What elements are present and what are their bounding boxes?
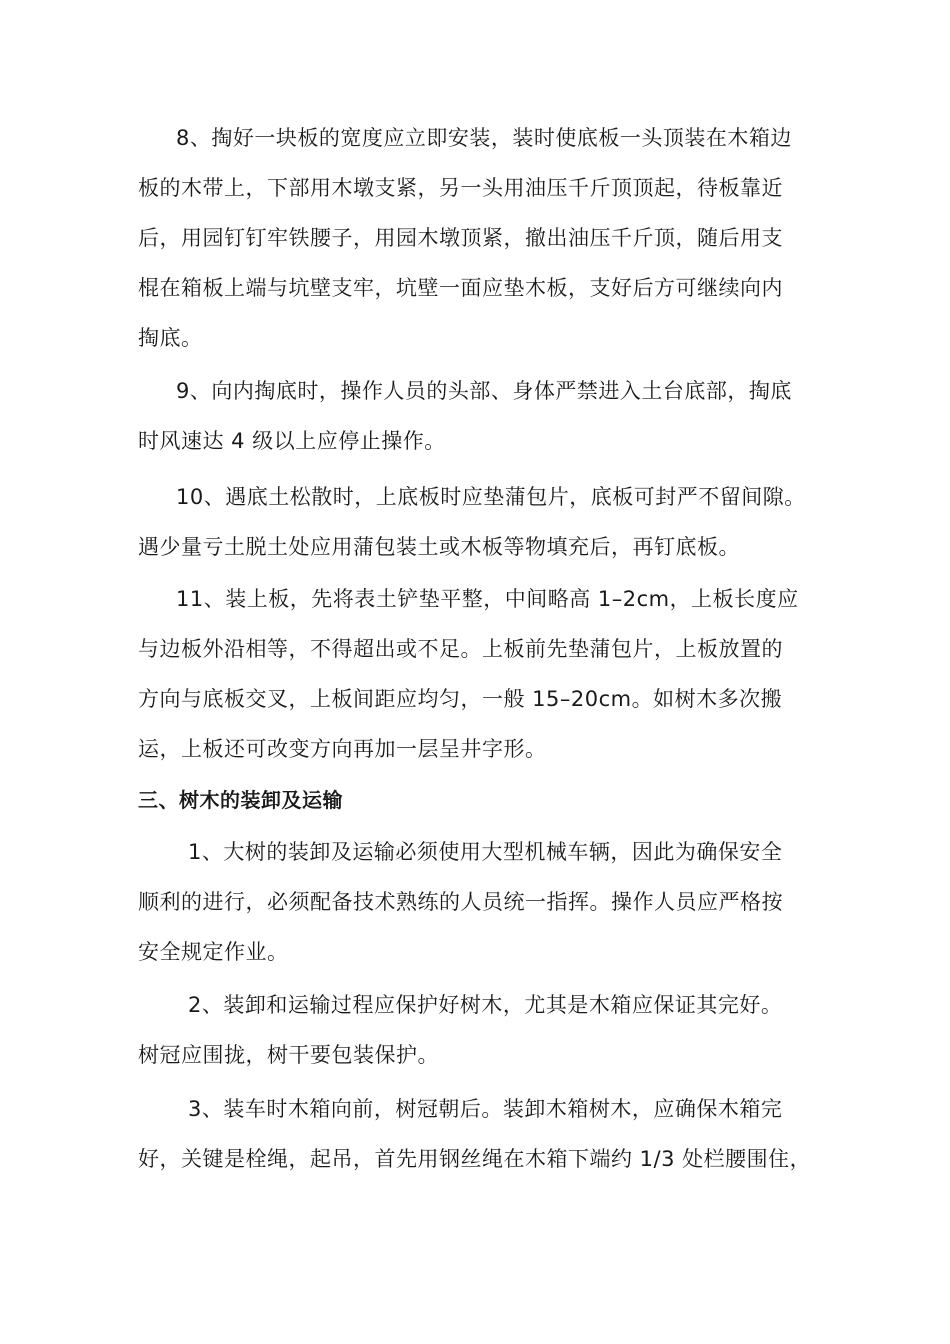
- paragraph-8-line-5: 掏底。: [138, 326, 203, 350]
- paragraph-9-line-2: 时风速达 4 级以上应停止操作。: [138, 429, 446, 453]
- paragraph-11-line-3: 方向与底板交叉，上板间距应均匀，一般 15–20cm。如树木多次搬: [138, 687, 783, 711]
- paragraph-10-line-2: 遇少量亏土脱土处应用蒲包装土或木板等物填充后，再钉底板。: [138, 535, 740, 559]
- paragraph-10-line-1: 10、遇底土松散时，上底板时应垫蒲包片，底板可封严不留间隙。: [176, 485, 806, 509]
- paragraph-8-line-3: 后，用园钉钉牢铁腰子，用园木墩顶紧，撤出油压千斤顶，随后用支: [138, 226, 783, 250]
- section-1-line-3: 安全规定作业。: [138, 940, 289, 964]
- section-1-line-2: 顺利的进行，必须配备技术熟练的人员统一指挥。操作人员应严格按: [138, 890, 783, 914]
- section-2-line-1: 2、装卸和运输过程应保护好树木，尤其是木箱应保证其完好。: [188, 993, 783, 1017]
- paragraph-9-line-1: 9、向内掏底时，操作人员的头部、身体严禁进入土台底部，掏底: [176, 379, 792, 403]
- section-3-line-2: 好，关键是栓绳，起吊，首先用钢丝绳在木箱下端约 1/3 处栏腰围住，: [138, 1147, 812, 1171]
- paragraph-11-line-2: 与边板外沿相等，不得超出或不足。上板前先垫蒲包片，上板放置的: [138, 637, 783, 661]
- section-3-line-1: 3、装车时木箱向前，树冠朝后。装卸木箱树木，应确保木箱完: [188, 1097, 783, 1121]
- paragraph-8-line-4: 棍在箱板上端与坑壁支牢，坑壁一面应垫木板，支好后方可继续向内: [138, 276, 783, 300]
- paragraph-8-line-1: 8、掏好一块板的宽度应立即安装，装时使底板一头顶装在木箱边: [176, 126, 792, 150]
- paragraph-8-line-2: 板的木带上，下部用木墩支紧，另一头用油压千斤顶顶起，待板靠近: [138, 176, 783, 200]
- paragraph-11-line-1: 11、装上板，先将表土铲垫平整，中间略高 1–2cm，上板长度应: [176, 587, 799, 611]
- section-heading: 三、树木的装卸及运输: [138, 788, 343, 812]
- section-1-line-1: 1、大树的装卸及运输必须使用大型机械车辆，因此为确保安全: [188, 840, 783, 864]
- paragraph-11-line-4: 运，上板还可改变方向再加一层呈井字形。: [138, 737, 547, 761]
- section-2-line-2: 树冠应围拢，树干要包装保护。: [138, 1043, 439, 1067]
